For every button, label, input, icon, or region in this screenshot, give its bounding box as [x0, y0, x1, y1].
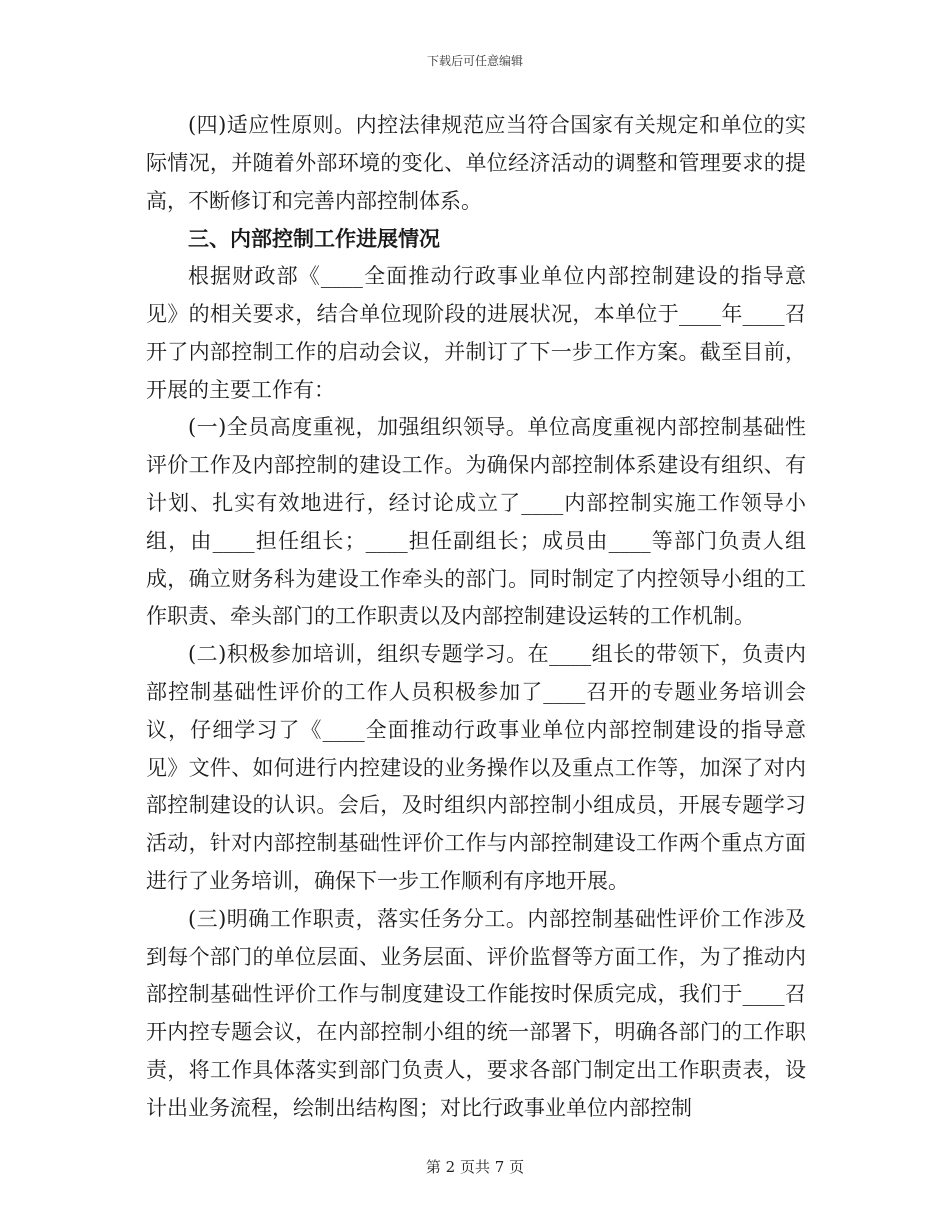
- page-footer: 第 2 页共 7 页: [425, 1158, 525, 1176]
- paragraph-adaptability-principle: (四)适应性原则。内控法律规范应当符合国家有关规定和单位的实际情况，并随着外部环境的变化、单位经济活动的调整和管理要求的提高，不断修订和完善内部控制体系。: [146, 113, 806, 213]
- paragraph-intro-progress: 根据财政部《____全面推动行政事业单位内部控制建设的指导意见》的相关要求，结合单位现阶段的进展状况，本单位于____年____召开了内部控制工作的启动会议，并制订了下一步工作方案。截至目前，开展的主要工作有：: [146, 264, 806, 402]
- document-body: [146, 107, 806, 1128]
- paragraph-training-study: (二)积极参加培训，组织专题学习。在____组长的带领下，负责内部控制基础性评价的工作人员积极参加了____召开的专题业务培训会议，仔细学习了《____全面推动行政事业单位内部控制建设的指导意见》文件、如何进行内控建设的业务操作以及重点工作等，加深了对内部控制建设的认识。会后，及时组织内部控制小组成员，开展专题学习活动，针对内部控制基础性评价工作与内部控制建设工作两个重点方面进行了业务培训，确保下一步工作顺利有序地开展。: [146, 642, 806, 893]
- page-header: 下载后可任意编辑: [426, 54, 523, 68]
- paragraph-responsibilities: (三)明确工作职责，落实任务分工。内部控制基础性评价工作涉及到每个部门的单位层面、业务层面、评价监督等方面工作，为了推动内部控制基础性评价工作与制度建设工作能按时保质完成，我们于____召开内控专题会议，在内部控制小组的统一部署下，明确各部门的工作职责，将工作具体落实到部门负责人，要求各部门制定出工作职责表，设计出业务流程，绘制出结构图；对比行政事业单位内部控制: [146, 906, 806, 1120]
- paragraph-organization-leadership: (一)全员高度重视，加强组织领导。单位高度重视内部控制基础性评价工作及内部控制的建设工作。为确保内部控制体系建设有组织、有计划、扎实有效地进行，经讨论成立了____内部控制实施工作领导小组，由____担任组长；____担任副组长；成员由____等部门负责人组成，确立财务科为建设工作牵头的部门。同时制定了内控领导小组的工作职责、牵头部门的工作职责以及内部控制建设运转的工作机制。: [146, 415, 806, 629]
- section-heading-progress: 三、内部控制工作进展情况: [188, 226, 440, 252]
